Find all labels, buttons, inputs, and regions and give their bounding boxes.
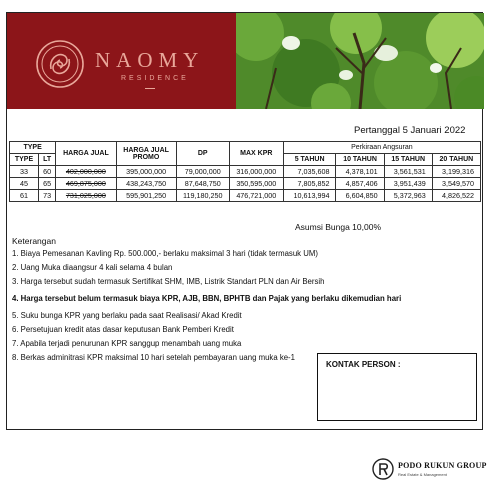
th-harga-promo: HARGA JUAL PROMO [116, 142, 176, 166]
cell-harga-promo: 395,000,000 [116, 166, 176, 178]
th-type-group: TYPE [10, 142, 56, 154]
note-1: 1. Biaya Pemesanan Kavling Rp. 500.000,- berlaku maksimal 3 hari (tidak termasuk UM) [12, 249, 318, 258]
cell-lt: 73 [39, 190, 56, 202]
th-max-kpr: MAX KPR [229, 142, 283, 166]
cell-20-tahun: 3,549,570 [432, 178, 480, 190]
th-harga-jual: HARGA JUAL [56, 142, 116, 166]
cell-5-tahun: 7,035,608 [283, 166, 336, 178]
th-lt: LT [39, 154, 56, 166]
tree-canopy-photo [236, 13, 484, 109]
table-row [10, 178, 481, 190]
cell-5-tahun: 7,805,852 [283, 178, 336, 190]
cell-lt: 60 [39, 166, 56, 178]
cell-type: 45 [10, 178, 39, 190]
cell-15-tahun: 3,561,531 [384, 166, 432, 178]
price-table [9, 141, 481, 202]
note-3: 3. Harga tersebut sudah termasuk Sertifikat SHM, IMB, Listrik Standart PLN dan Air Bersih [12, 277, 325, 286]
note-5: 5. Suku bunga KPR yang berlaku pada saat Realisasi/ Akad Kredit [12, 311, 242, 320]
cell-15-tahun: 3,951,439 [384, 178, 432, 190]
podo-rukun-logo-icon [372, 458, 394, 480]
cell-10-tahun: 4,857,406 [336, 178, 384, 190]
cell-lt: 65 [39, 178, 56, 190]
cell-harga-jual: 469,875,000 [56, 178, 116, 190]
cell-5-tahun: 10,613,994 [283, 190, 336, 202]
note-8: 8. Berkas adminitrasi KPR maksimal 10 hari setelah pembayaran uang muka ke-1 [12, 353, 295, 362]
cell-type: 33 [10, 166, 39, 178]
th-type: TYPE [10, 154, 39, 166]
th-20-tahun: 20 TAHUN [432, 154, 480, 166]
note-2: 2. Uang Muka diaangsur 4 kali selama 4 bulan [12, 263, 173, 272]
cell-dp: 87,648,750 [176, 178, 229, 190]
cell-harga-promo: 438,243,750 [116, 178, 176, 190]
footer-company-name: PODO RUKUN GROUP [398, 461, 487, 470]
interest-assumption: Asumsi Bunga 10,00% [295, 222, 381, 232]
th-15-tahun: 15 TAHUN [384, 154, 432, 166]
contact-person-box [317, 353, 477, 421]
table-row [10, 166, 481, 178]
brand-panel [7, 13, 236, 109]
brand-name: NAOMY [95, 48, 205, 72]
th-10-tahun: 10 TAHUN [336, 154, 384, 166]
price-date: Pertanggal 5 Januari 2022 [354, 125, 466, 136]
cell-10-tahun: 4,378,101 [336, 166, 384, 178]
brand-subtitle: RESIDENCE [121, 75, 189, 82]
th-angsuran-group: Perkiraan Angsuran [283, 142, 480, 154]
cell-max-kpr: 476,721,000 [229, 190, 283, 202]
price-list-sheet [6, 12, 483, 430]
brand-divider [145, 88, 155, 89]
naomy-logo-icon [35, 39, 85, 89]
cell-harga-jual: 402,000,000 [56, 166, 116, 178]
cell-max-kpr: 316,000,000 [229, 166, 283, 178]
cell-max-kpr: 350,595,000 [229, 178, 283, 190]
cell-15-tahun: 5,372,963 [384, 190, 432, 202]
th-5-tahun: 5 TAHUN [283, 154, 336, 166]
tree-canopy-image [236, 13, 484, 109]
cell-20-tahun: 4,826,522 [432, 190, 480, 202]
table-row [10, 190, 481, 202]
banner [7, 13, 484, 109]
note-7: 7. Apabila terjadi penurunan KPR sanggup menambah uang muka [12, 339, 242, 348]
cell-harga-promo: 595,901,250 [116, 190, 176, 202]
cell-dp: 119,180,250 [176, 190, 229, 202]
note-6: 6. Persetujuan kredit atas dasar keputusan Bank Pemberi Kredit [12, 325, 234, 334]
notes-title: Keterangan [12, 236, 56, 246]
note-4: 4. Harga tersebut belum termasuk biaya KPR, AJB, BBN, BPHTB dan Pajak yang berlaku dikemudian hari [12, 294, 402, 303]
cell-harga-jual: 731,025,000 [56, 190, 116, 202]
footer-tagline: Real Estate & Management [398, 472, 447, 477]
th-dp: DP [176, 142, 229, 166]
cell-dp: 79,000,000 [176, 166, 229, 178]
contact-person-label: KONTAK PERSON : [326, 360, 401, 369]
cell-20-tahun: 3,199,316 [432, 166, 480, 178]
cell-type: 61 [10, 190, 39, 202]
cell-10-tahun: 6,604,850 [336, 190, 384, 202]
